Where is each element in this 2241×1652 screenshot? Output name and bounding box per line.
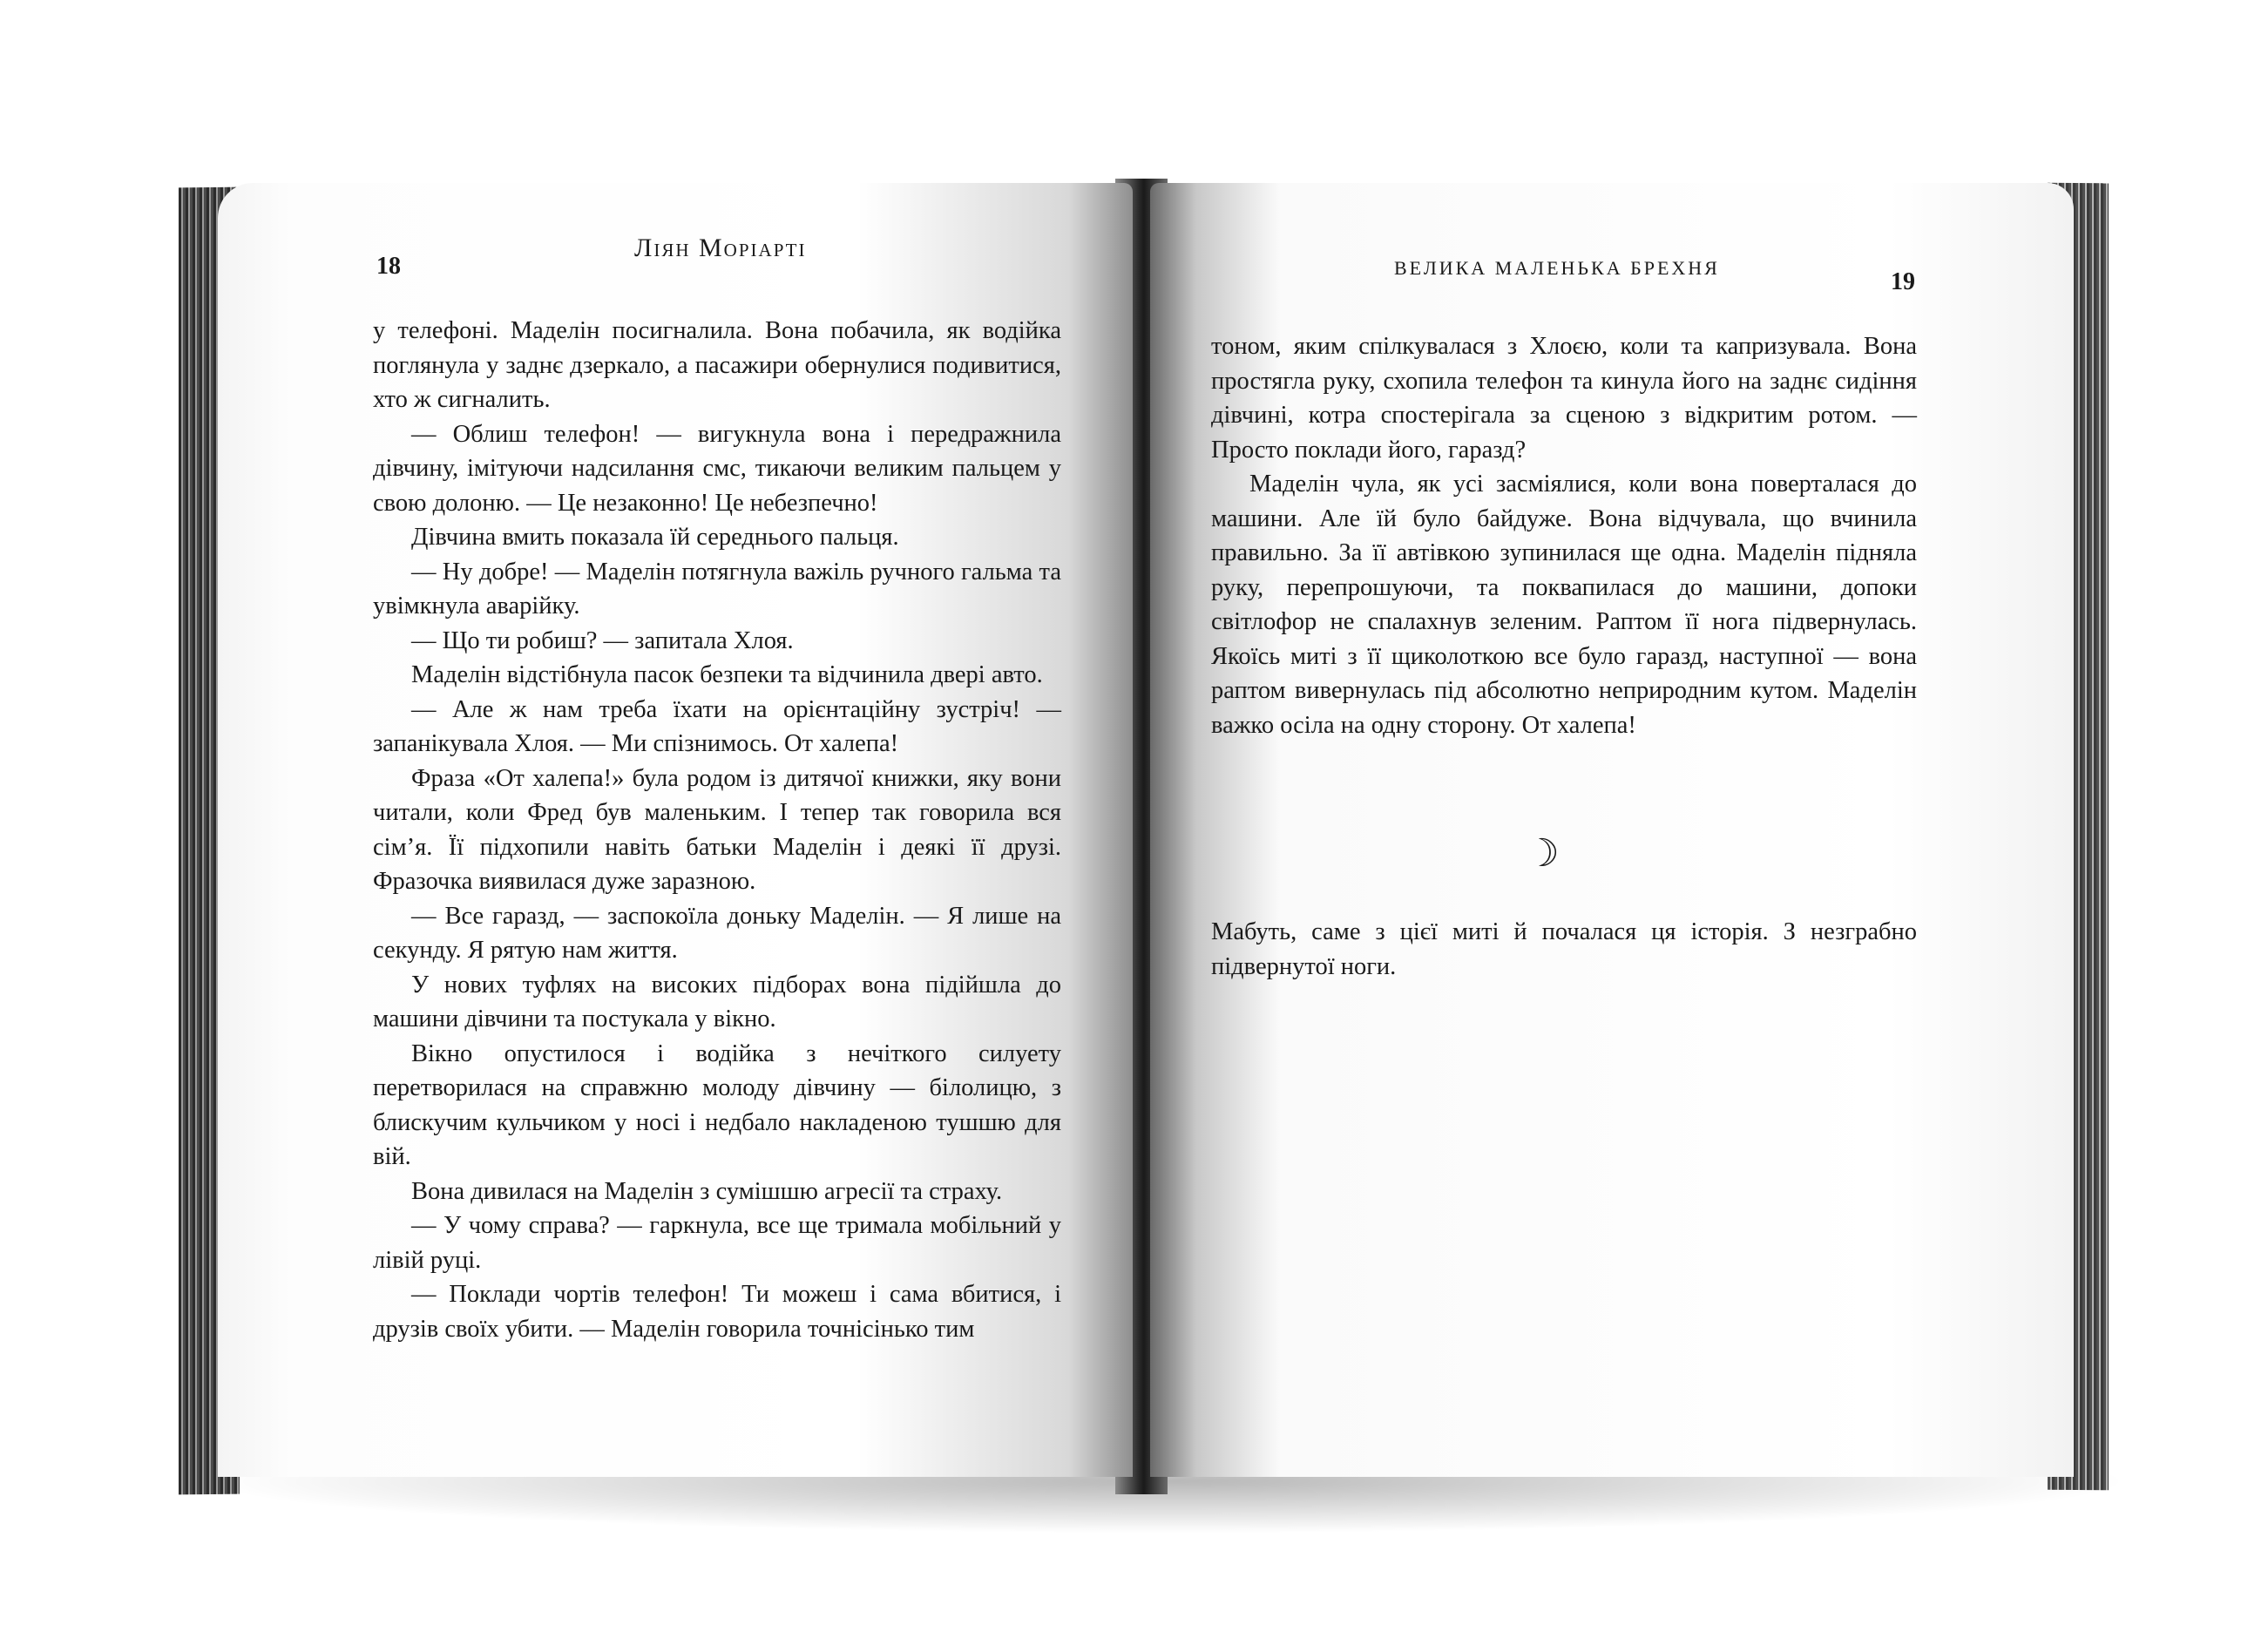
paragraph: Вона дивилася на Маделін з сумішшю агресії та страху. <box>411 1177 1003 1205</box>
left-page <box>218 183 1133 1477</box>
paragraph: — У чому справа? — гаркнула, все ще тримала мобільний у лівій руці. <box>373 1212 1061 1274</box>
paragraph: Маделін відстібнула пасок безпеки та відчинила двері авто. <box>411 661 1043 688</box>
paragraph: Дівчина вмить показала їй середнього пальця. <box>411 524 899 551</box>
paragraph: Фраза «От халепа!» була родом із дитячої книжки, яку вони читали, коли Фред був маленьким. І тепер так говорила вся сім’я. Її підхопили навіть батьки Маделін і деякі її друзі. Фразочка виявилася дуже заразною. <box>373 764 1061 895</box>
paragraph: Маделін чула, як усі засміялися, коли вона поверталася до машини. Але їй було байдуже. Вона відчувала, що вчинила правильно. За її автівкою зупинилася ще одна. Маделін підняла руку, перепрошуючи, та поквапилася до машини, допоки світлофор не спалахнув зеленим. Раптом її нога підвернулась. Якоїсь миті з її щиколоткою все було гаразд, наступної — вона раптом вивернулась під абсолютно неприродним кутом. Маделін важко осіла на одну сторону. От халепа! <box>1211 471 1917 739</box>
left-page-number: 18 <box>376 253 401 280</box>
paragraph: — Поклади чортів телефон! Ти можеш і сама вбитися, і друзів своїх убити. — Маделін говорила точнісінько тим <box>373 1281 1061 1343</box>
moon-ornament-icon: ☽ <box>1525 832 1560 875</box>
right-page-number: 19 <box>1891 268 1915 295</box>
paragraph: — Що ти робиш? — запитала Хлоя. <box>411 626 794 654</box>
paragraph: — Ну добре! — Маделін потягнула важіль ручного гальма та увімкнула аварійку. <box>373 558 1061 620</box>
left-text-block <box>373 314 1061 1346</box>
paragraph: у телефоні. Маделін посигналила. Вона побачила, як водійка поглянула у заднє дзеркало, а пасажири обернулися подивитися, хто ж сигналить. <box>373 317 1061 413</box>
paragraph: тоном, яким спілкувалася з Хлоєю, коли та капризувала. Вона простягла руку, схопила телефон та кинула його на заднє сидіння дівчині, котра спостерігала за сценою з відкритим ротом. — Просто поклади його, гаразд? <box>1211 333 1917 464</box>
right-page <box>1150 183 2074 1477</box>
section-text-block <box>1211 915 1917 984</box>
paragraph: Вікно опустилося і водійка з нечіткого силуету перетворилася на справжню молоду дівчину — білолицю, з блискучим кульчиком у носі і недбало накладеною тушшю для вій. <box>373 1039 1061 1170</box>
left-running-head: Ліян Моріарті <box>634 234 807 262</box>
paragraph: — Але ж нам треба їхати на орієнтаційну зустріч! — запанікувала Хлоя. — Ми спізнимось. От халепа! <box>373 695 1061 757</box>
right-running-head: ВЕЛИКА МАЛЕНЬКА БРЕХНЯ <box>1394 257 1720 279</box>
paragraph: — Облиш телефон! — вигукнула вона і передражнила дівчину, імітуючи надсилання смс, тикаючи великим пальцем у свою долоню. — Це незаконно! Це небезпечно! <box>373 420 1061 517</box>
paragraph: У нових туфлях на високих підборах вона підійшла до машини дівчини та постукала у вікно. <box>373 971 1061 1032</box>
paragraph: Мабуть, саме з цієї миті й почалася ця історія. З незграбно підвернутої ноги. <box>1211 918 1917 980</box>
paragraph: — Все гаразд, — заспокоїла доньку Маделін. — Я лише на секунду. Я рятую нам життя. <box>373 902 1061 964</box>
right-text-block <box>1211 329 1917 742</box>
